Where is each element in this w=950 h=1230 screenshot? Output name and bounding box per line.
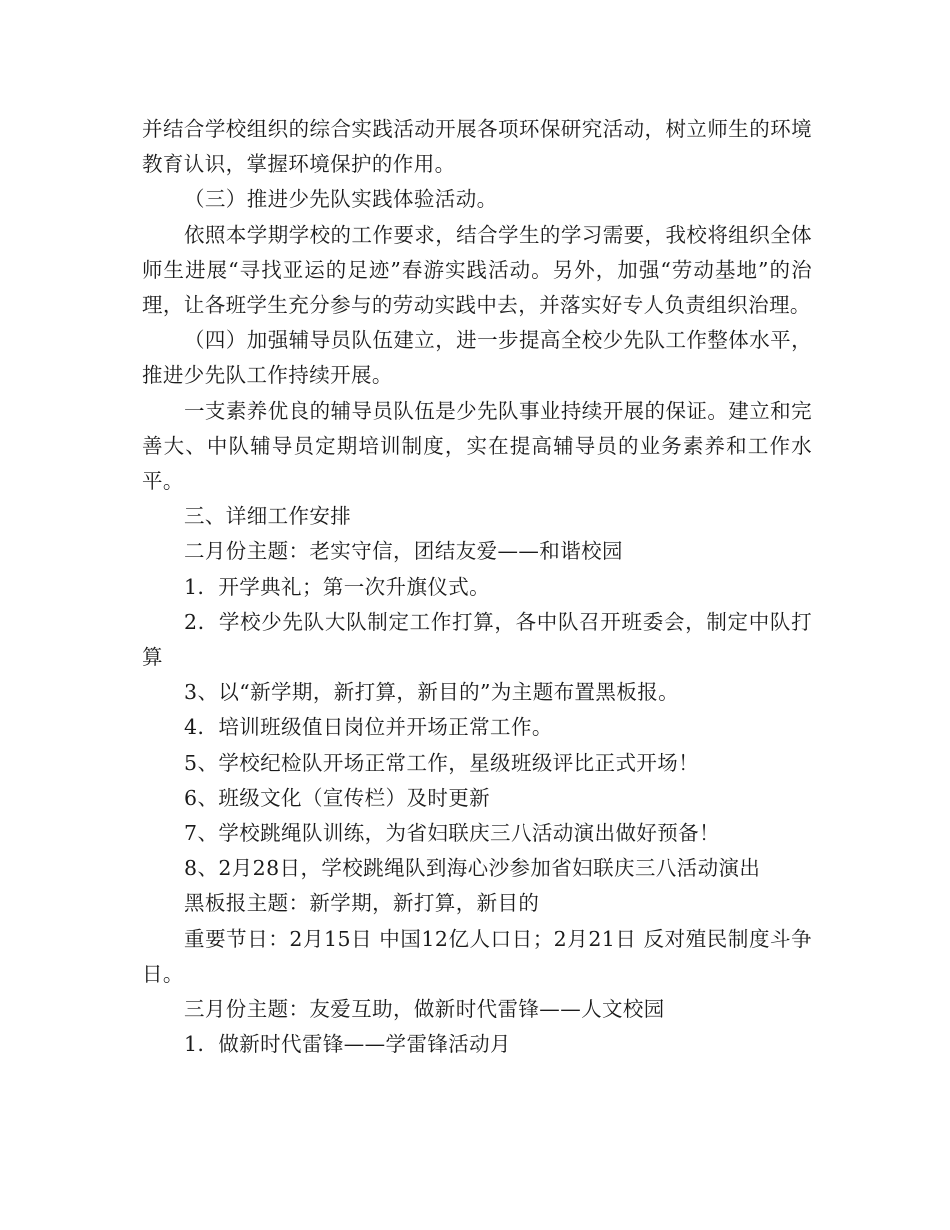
paragraph-environment-research: 并结合学校组织的综合实践活动开展各项环保研究活动，树立师生的环境教育认识，掌握环境保护的作用。: [142, 117, 812, 177]
list-item: 7、学校跳绳队训练，为省妇联庆三八活动演出做好预备！: [184, 821, 720, 846]
list-item: 5、学校纪检队开场正常工作，星级班级评比正式开场！: [184, 750, 700, 775]
list-item: 1．开学典礼；第一次升旗仪式。: [184, 574, 491, 599]
list-item: 2．学校少先队大队制定工作打算，各中队召开班委会，制定中队打算: [142, 609, 812, 670]
blackboard-theme: 黑板报主题：新学期，新打算，新目的: [184, 891, 540, 916]
list-item: 6、班级文化（宣传栏）及时更新: [184, 785, 491, 810]
march-theme: 三月份主题：友爱互助，做新时代雷锋——人文校园: [184, 997, 665, 1022]
paragraph-spring-outing: 依照本学期学校的工作要求，结合学生的学习需要，我校将组织全体师生进展“寻找亚运的足迹”春游实践活动。另外，加强“劳动基地”的治理，让各班学生充分参与的劳动实践中去，并落实好专人负责组织治理。: [142, 222, 812, 318]
heading-practice-activities: （三）推进少先队实践体验活动。: [184, 187, 498, 212]
heading-work-schedule: 三、详细工作安排: [184, 504, 352, 529]
list-item: 4．培训班级值日岗位并开场正常工作。: [184, 715, 553, 740]
important-dates: 重要节日：2月15日 中国12亿人口日；2月21日 反对殖民制度斗争日。: [142, 926, 812, 986]
paragraph-counselor-training: 一支素养优良的辅导员队伍是少先队事业持续开展的保证。建立和完善大、中队辅导员定期培训制度，实在提高辅导员的业务素养和工作水平。: [142, 398, 812, 494]
list-item: 3、以“新学期，新打算，新目的”为主题布置黑板报。: [184, 680, 680, 705]
document-body: [142, 112, 812, 1062]
list-item: 1．做新时代雷锋——学雷锋活动月: [184, 1032, 511, 1057]
february-theme: 二月份主题：老实守信，团结友爱——和谐校园: [184, 539, 623, 564]
heading-counselor-team: （四）加强辅导员队伍建立，进一步提高全校少先队工作整体水平，推进少先队工作持续开展。: [142, 328, 812, 388]
list-item: 8、2月28日，学校跳绳队到海心沙参加省妇联庆三八活动演出: [184, 856, 761, 881]
